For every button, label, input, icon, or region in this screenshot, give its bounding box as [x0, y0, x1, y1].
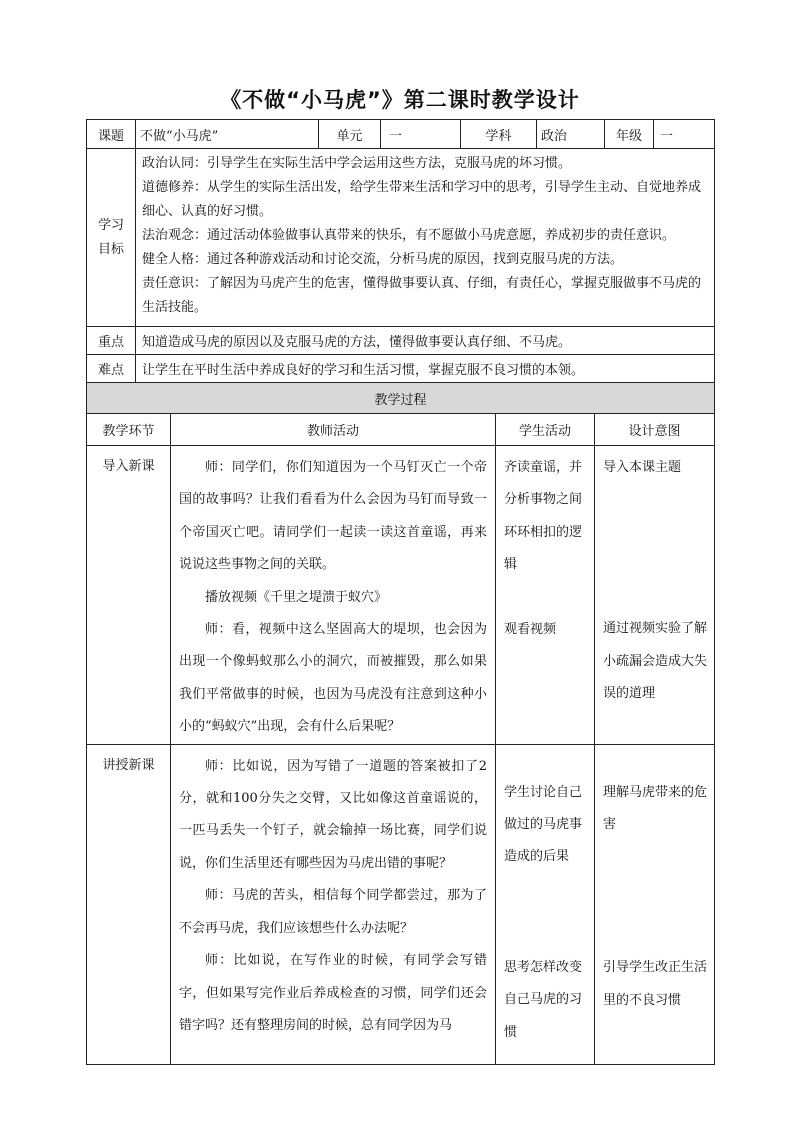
objectives-label [87, 149, 136, 327]
objective-item: 法治观念：通过活动体验做事认真带来的快乐，有不愿做小马虎意愿，养成初步的责任意识。 [142, 228, 676, 243]
student-activity-text: 思考怎样改变自己马虎的习惯 [504, 959, 583, 1040]
topic-label: 课题 [87, 120, 136, 149]
student-activity-text: 齐读童谣，并分析事物之间环环相扣的逻辑 [504, 460, 583, 573]
teacher-paragraph: 师：同学们，你们知道因为一个马钉灭亡一个帝国的故事吗？让我们看看为什么会因为马钉而导致一个帝国灭亡吧。请同学们一起读一读这首童谣，再来说说这些事物之间的关联。 [179, 460, 487, 573]
design-intent-text: 通过视频实验了解小疏漏会造成大失误的道理 [603, 621, 708, 702]
teacher-activity [171, 446, 496, 745]
design-intent [595, 744, 715, 1064]
objectives-label-text: 学习目标 [97, 217, 124, 257]
column-header-student: 学生活动 [496, 414, 595, 446]
design-intent-text: 导入本课主题 [603, 460, 682, 475]
objective-item: 道德修养：从学生的实际生活出发，给学生带来生活和学习中的思考，引导学生主动、自觉地养成细心、认真的好习惯。 [142, 180, 702, 219]
teacher-paragraph: 师：比如说，在写作业的时候，有同学会写错字，但如果写完作业后养成检查的习惯，同学们还会错字吗？还有整理房间的时候，总有同学因为马 [179, 953, 487, 1033]
document-title: 《不做“小马虎”》第二课时教学设计 [220, 88, 580, 112]
design-intent [595, 446, 715, 745]
difficulty-text: 让学生在平时生活中养成良好的学习和生活习惯，掌握克服不良习惯的本领。 [136, 355, 715, 383]
teacher-paragraph: 播放视频《千里之堤溃于蚁穴》 [205, 589, 388, 605]
lesson-info-table [86, 119, 715, 383]
section-name: 讲授新课 [87, 744, 171, 1064]
teacher-activity [171, 744, 496, 1064]
student-activity [496, 744, 595, 1064]
column-header-teacher: 教师活动 [171, 414, 496, 446]
teaching-process-table [86, 382, 715, 1065]
difficulty-label: 难点 [87, 355, 136, 383]
student-activity-text: 观看视频 [504, 621, 557, 637]
student-activity [496, 446, 595, 745]
student-activity-text: 学生讨论自己做过的马虎事造成的后果 [504, 784, 583, 865]
unit-label: 单元 [319, 120, 381, 149]
teacher-paragraph: 师：马虎的苦头，相信每个同学都尝过，那为了不会再马虎，我们应该想些什么办法呢？ [179, 888, 487, 936]
key-point-text: 知道造成马虎的原因以及克服马虎的方法，懂得做事要认真仔细、不马虎。 [136, 327, 715, 355]
column-header-intent: 设计意图 [595, 414, 715, 446]
objective-item: 责任意识：了解因为马虎产生的危害，懂得做事要认真、仔细，有责任心，掌握克服做事不马虎的生活技能。 [142, 276, 702, 315]
objective-item: 政治认同：引导学生在实际生活中学会运用这些方法，克服马虎的坏习惯。 [142, 156, 572, 171]
topic-value: 不做“小马虎” [136, 120, 319, 149]
grade-value: 一 [654, 120, 715, 149]
section-name: 导入新课 [87, 446, 171, 745]
subject-value: 政治 [537, 120, 605, 149]
objectives-cell [136, 149, 715, 327]
grade-label: 年级 [605, 120, 654, 149]
column-header-stage: 教学环节 [87, 414, 171, 446]
design-intent-text: 引导学生改正生活里的不良习惯 [603, 960, 708, 1008]
unit-value: 一 [381, 120, 461, 149]
design-intent-text: 理解马虎带来的危害 [603, 784, 708, 833]
key-point-label: 重点 [87, 327, 136, 355]
teacher-paragraph: 师：看，视频中这么坚固高大的堤坝，也会因为出现一个像蚂蚁那么小的洞穴，而被摧毁，那么如果我们平常做事的时候，也因为马虎没有注意到这种小小的“蚂蚁穴”出现，会有什么后果呢？ [179, 622, 487, 735]
teacher-paragraph: 师：比如说，因为写错了一道题的答案被扣了2分，就和100分失之交臂，又比如像这首童谣说的，一匹马丢失一个钉子，就会输掉一场比赛，同学们说说，你们生活里还有哪些因为马虎出错的事呢？ [179, 758, 487, 871]
subject-label: 学科 [461, 120, 537, 149]
process-header: 教学过程 [87, 383, 715, 414]
objective-item: 健全人格：通过各种游戏活动和讨论交流，分析马虎的原因，找到克服马虎的方法。 [142, 252, 624, 267]
